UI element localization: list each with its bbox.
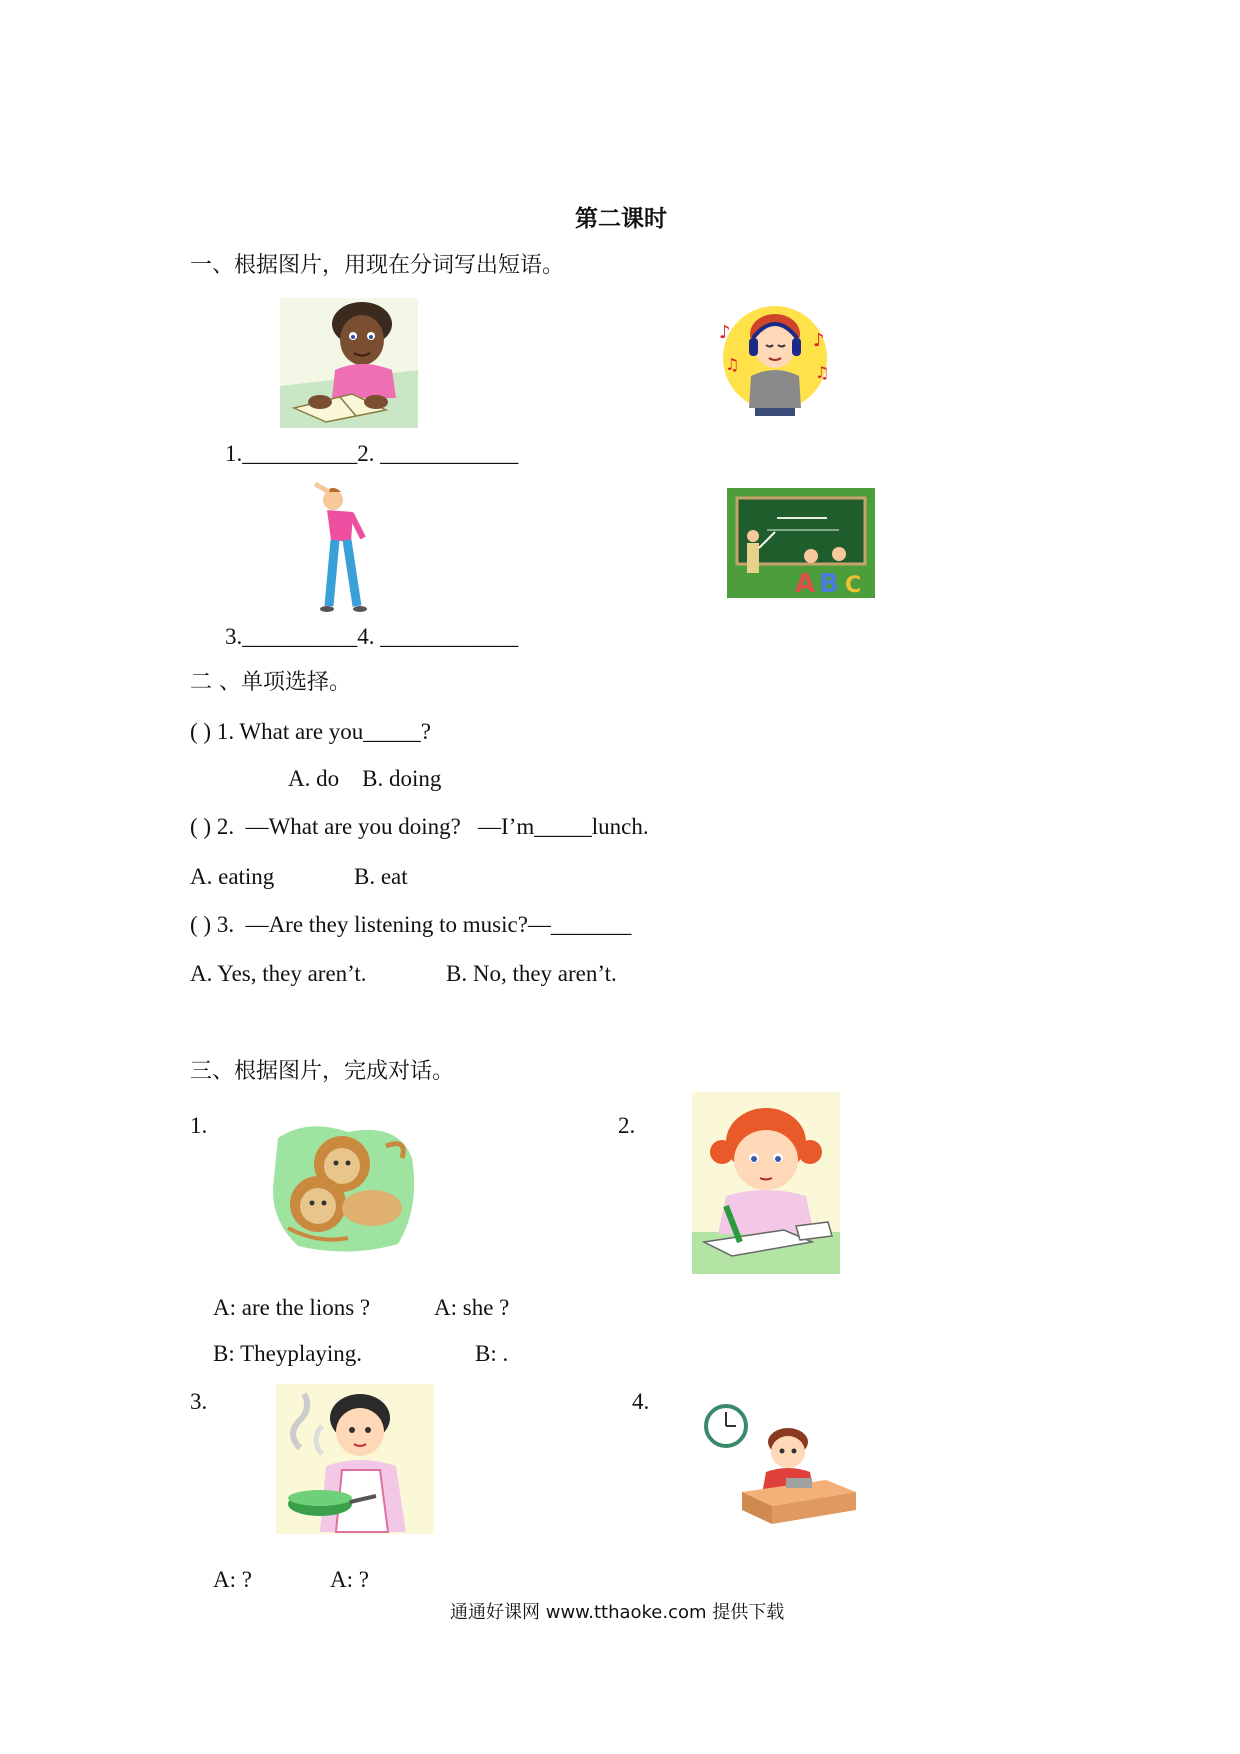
dialogue-1-line-a: A: are the lions ? — [213, 1295, 371, 1320]
dialogue-number-4: 4. — [632, 1389, 650, 1414]
footer-credit: 通通好课网 www.tthaoke.com 提供下载 — [450, 1602, 785, 1623]
question-3: ( ) 3. —Are they listening to music?—_______ — [190, 912, 632, 937]
dialogue-3-line-a: A: ? — [213, 1567, 252, 1592]
answer-line-3-4[interactable]: 3.__________4. ____________ — [225, 624, 519, 649]
svg-text:A: A — [795, 569, 816, 598]
dialogue-number-2: 2. — [618, 1113, 636, 1138]
svg-text:♫: ♫ — [725, 355, 740, 374]
section1-heading: 一、根据图片，用现在分词写出短语。 — [190, 253, 565, 278]
dialogue-number-3: 3. — [190, 1389, 208, 1414]
section2-heading: 二 、单项选择。 — [190, 670, 351, 695]
svg-text:♫: ♫ — [815, 363, 830, 382]
svg-text:♪: ♪ — [813, 330, 825, 351]
dialogue-number-1: 1. — [190, 1113, 208, 1138]
girl-writing-illustration — [692, 1092, 840, 1274]
question-2: ( ) 2. —What are you doing? —I’m_____lunch. — [190, 814, 649, 839]
page-title: 第二课时 — [575, 206, 667, 232]
svg-text:C: C — [845, 573, 862, 598]
question-3-option-b[interactable]: B. No, they aren’t. — [446, 961, 617, 986]
question-2-option-b[interactable]: B. eat — [354, 864, 408, 889]
girl-exercise-illustration — [305, 482, 385, 614]
svg-text:♪: ♪ — [719, 322, 731, 343]
question-3-option-a[interactable]: A. Yes, they aren’t. — [190, 961, 367, 986]
boy-desk-clock-illustration — [702, 1402, 860, 1526]
girl-reading-illustration — [280, 298, 418, 428]
section3-heading: 三、根据图片，完成对话。 — [190, 1059, 455, 1084]
lions-illustration — [268, 1118, 420, 1256]
boy-music-illustration — [715, 298, 840, 423]
classroom-illustration — [727, 488, 875, 598]
dialogue-2-line-a: A: she ? — [434, 1295, 510, 1320]
question-1-options[interactable]: A. do B. doing — [288, 766, 442, 791]
dialogue-1-line-b: B: Theyplaying. — [213, 1341, 363, 1366]
answer-line-1-2[interactable]: 1.__________2. ____________ — [225, 441, 519, 466]
question-2-option-a[interactable]: A. eating — [190, 864, 275, 889]
question-1: ( ) 1. What are you_____? — [190, 719, 431, 744]
dialogue-2-line-b: B: . — [475, 1341, 509, 1366]
dialogue-4-line-a: A: ? — [330, 1567, 369, 1592]
svg-text:B: B — [819, 569, 839, 598]
woman-cooking-illustration — [276, 1384, 434, 1534]
